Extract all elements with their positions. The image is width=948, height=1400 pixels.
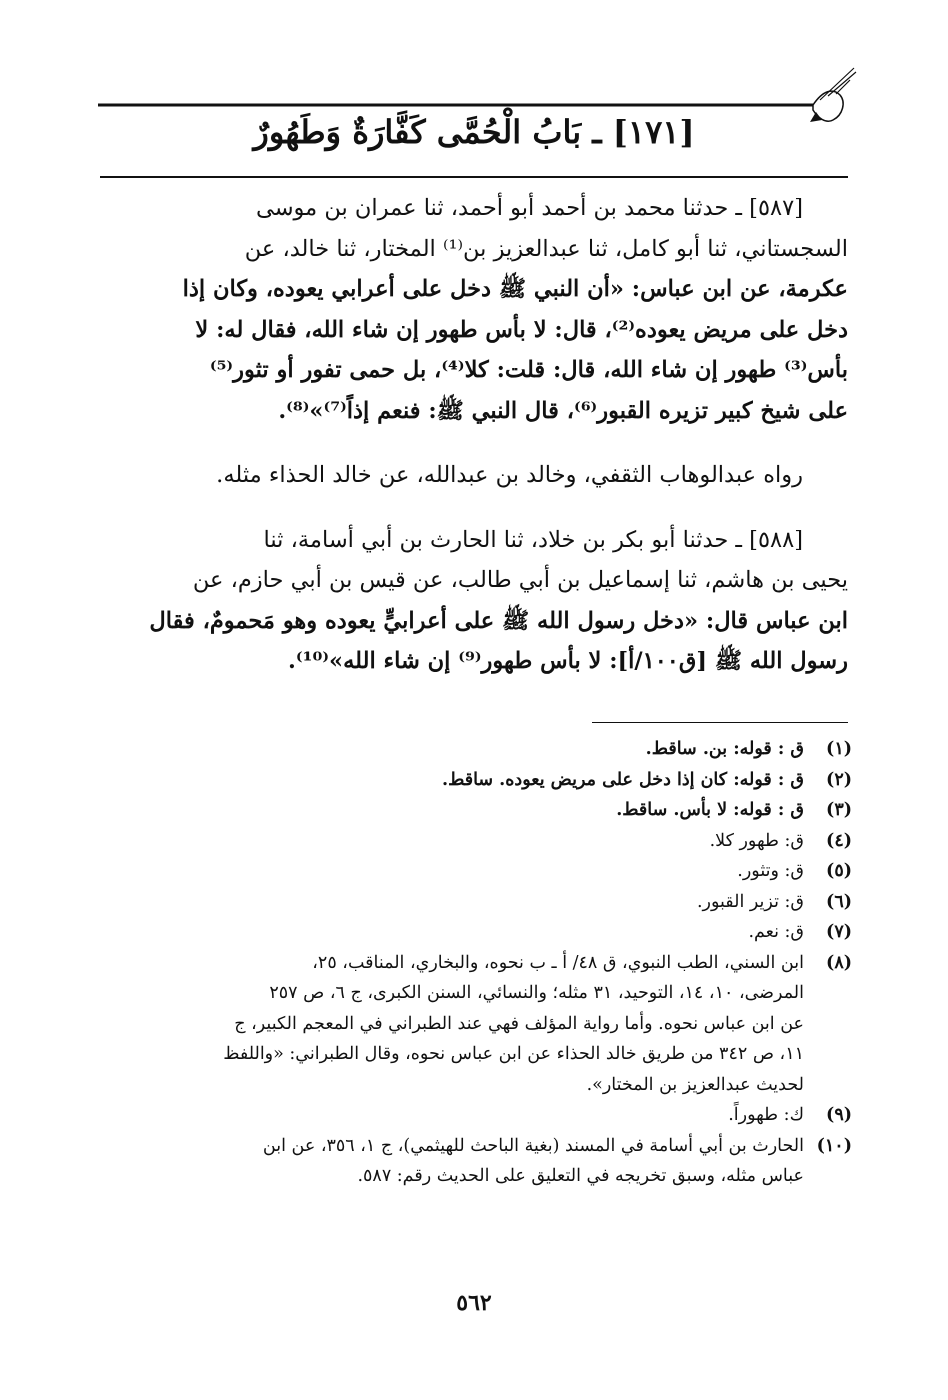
hadith-line: دخل على مريض يعوده⁽²⁾، قال: لا بأس طهور إن شاء الله، فقال له: لا <box>195 316 848 343</box>
footnote-line: ١١، ص ٣٤٢ من طريق خالد الحذاء عن ابن عباس نحوه، وقال الطبراني: «واللفظ <box>223 1044 804 1064</box>
footnote-line: ق: نعم. <box>748 922 804 942</box>
footnote-number: (١) <box>826 739 852 759</box>
footnote-line: ق: طهور كلا. <box>709 830 804 851</box>
footnote <box>100 1100 852 1131</box>
hadith-line: ابن عباس قال: «دخل رسول الله ﷺ على أعرابيٍّ يعوده وهو مَحمومٌ، فقال <box>149 607 848 634</box>
footnote-number: (٧) <box>826 922 852 942</box>
footnote-line: عن ابن عباس نحوه. وأما رواية المؤلف فهي عند الطبراني في المعجم الكبير، ج <box>234 1013 804 1034</box>
hadith-line: يحيى بن هاشم، ثنا إسماعيل بن أبي طالب، عن قيس بن أبي حازم، عن <box>192 567 848 593</box>
footnote <box>100 1131 852 1192</box>
footnote-line: ق : قوله: كان إذا دخل على مريض يعوده. ساقط. <box>442 769 804 790</box>
hadith-line: بأس⁽³⁾ طهور إن شاء الله، قال: قلت: كلا⁽⁴⁾، بل حمى تفور أو تثور⁽⁵⁾ <box>209 357 848 383</box>
footnote-line: ق: تزير القبور. <box>696 891 804 912</box>
chain-note <box>100 455 848 496</box>
footnote <box>100 856 852 887</box>
footnote-line: ق: وتثور. <box>737 861 804 881</box>
footnote-number: (٢) <box>826 769 852 790</box>
hadith-line: على شيخ كبير تزيره القبور⁽⁶⁾، قال النبي ﷺ: فنعم إذاً⁽⁷⁾»⁽⁸⁾. <box>278 397 848 424</box>
page-number: ٥٦٢ <box>456 1290 492 1316</box>
footnote-line: عباس مثله، وسبق تخريجه في التعليق على الحديث رقم: ٥٨٧. <box>357 1166 804 1186</box>
footnotes <box>100 734 852 1192</box>
footnote-line: لحديث عبدالعزيز بن المختار». <box>586 1074 804 1095</box>
hadith-line: [٥٨٨] ـ حدثنا أبو بكر بن خلاد، ثنا الحارث بن أبي أسامة، ثنا <box>263 526 803 553</box>
footnote-number: (٨) <box>826 952 852 973</box>
footnote <box>100 917 852 948</box>
hadith-line: عكرمة، عن ابن عباس: «أن النبي ﷺ دخل على أعرابي يعوده، وكان إذا <box>182 276 848 302</box>
hadith-587 <box>100 188 848 431</box>
footnote <box>100 795 852 826</box>
footnote <box>100 765 852 796</box>
footnote-separator <box>592 722 848 723</box>
footnote-line: ق : قوله: لا بأس. ساقط. <box>616 800 804 820</box>
footnote-number: (٥) <box>826 861 852 881</box>
footnote-line: ابن السني، الطب النبوي، ق ٤٨/ أ ـ ب نحوه، والبخاري، المناقب، ٢٥، <box>312 952 804 973</box>
footnote-number: (٦) <box>826 891 852 912</box>
hadith-line: رسول الله ﷺ [ق١٠٠/أ]: لا بأس طهور⁽⁹⁾ إن شاء الله»⁽¹⁰⁾. <box>288 648 848 674</box>
footnote-number: (٤) <box>826 830 852 851</box>
footnote <box>100 948 852 1101</box>
title-bottom-rule <box>100 176 848 178</box>
chain-note-text: رواه عبدالوهاب الثقفي، وخالد بن عبدالله، عن خالد الحذاء مثله. <box>216 462 803 488</box>
footnote-line: المرضى، ١٠، ١٤، التوحيد، ٣١ مثله؛ والنسائي، السنن الكبرى، ج ٦، ص ٢٥٧ <box>269 983 804 1003</box>
footnote <box>100 887 852 918</box>
hadith-line: السجستاني، ثنا أبو كامل، ثنا عبدالعزيز بن⁽¹⁾ المختار، ثنا خالد، عن <box>244 235 848 262</box>
hadith-588 <box>100 520 848 682</box>
footnote-line: ك: طهوراً. <box>728 1105 804 1125</box>
footnote <box>100 734 852 765</box>
footnote-line: ق : قوله: بن. ساقط. <box>645 739 804 759</box>
footnote-number: (١٠) <box>816 1135 852 1156</box>
footnote <box>100 826 852 857</box>
footnote-line: الحارث بن أبي أسامة في المسند (بغية الباحث للهيثمي)، ج ١، ٣٥٦، عن ابن <box>262 1135 804 1156</box>
hadith-line: [٥٨٧] ـ حدثنا محمد بن أحمد أبو أحمد، ثنا عمران بن موسى <box>255 195 803 221</box>
footnote-number: (٣) <box>826 800 852 820</box>
hadith-body <box>100 188 848 682</box>
footnote-number: (٩) <box>826 1105 852 1125</box>
chapter-title: [١٧١] ـ بَابُ الْحُمَّى كَفَّارَةٌ وَطَهُورٌ <box>253 113 695 151</box>
